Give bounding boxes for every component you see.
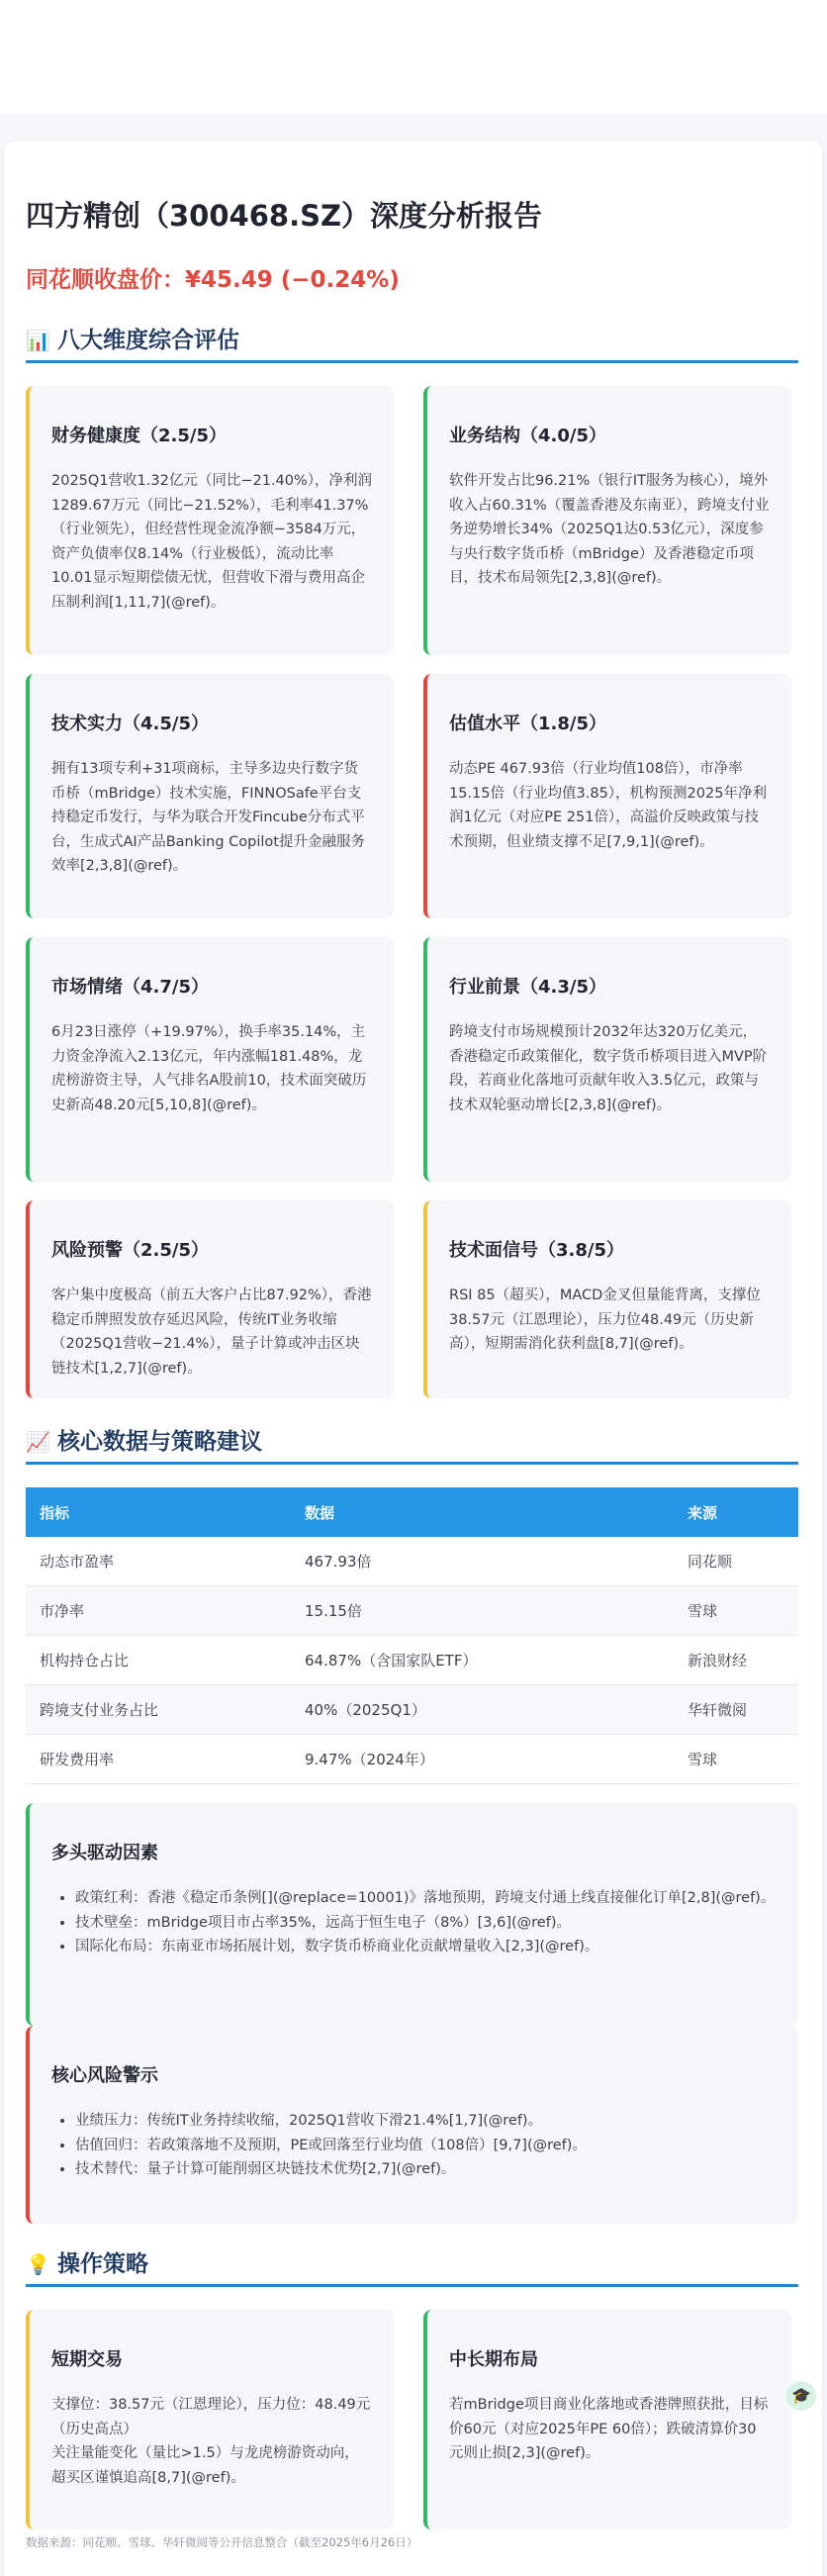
table-row [26, 1636, 798, 1685]
section-title-text: 操作策略 [57, 2251, 148, 2277]
card-body: 支撑位：38.57元（江恩理论），压力位：48.49元（历史高点） [51, 2397, 371, 2437]
card-title: 风险预警（2.5/5） [51, 1240, 209, 1261]
card-title: 财务健康度（2.5/5） [51, 426, 227, 446]
bar-chart-icon: 📊 [26, 329, 50, 352]
table-cell: 华轩微阅 [674, 1685, 798, 1735]
card-technical-signal [423, 1200, 791, 1398]
section-divider [26, 360, 798, 363]
risk-list [51, 2109, 777, 2182]
card-body: 拥有13项专利+31项商标，主导多边央行数字货币桥（mBridge）技术实施，FINNOSafe平台支持稳定币发行，与华为联合开发Fincube分布式平台，生成式AI产品Banking Copilot提升金融服务效率[2,3,8](@ref)。 [51, 761, 365, 874]
card-core-risks [26, 2026, 798, 2224]
card-title: 技术面信号（3.8/5） [449, 1240, 624, 1261]
list-item: • 国际化布局：东南亚市场拓展计划，数字货币桥商业化贡献增量收入[2,3](@ref)。 [75, 1935, 777, 1959]
list-item: • 估值回归：若政策落地不及预期，PE或回落至行业均值（108倍）[9,7](@ref)。 [75, 2134, 777, 2158]
card-title: 技术实力（4.5/5） [51, 714, 209, 734]
table-cell: 15.15倍 [291, 1586, 674, 1636]
card-body: 2025Q1营收1.32亿元（同比−21.40%），净利润1289.67万元（同比−21.52%），毛利率41.37%（行业领先），但经营性现金流净额−3584万元，资产负债率仅8.14%（行业极低），流动比率10.01显示短期偿债无忧，但营收下滑与费用高企压制利润[1,11,7](@ref)。 [51, 473, 373, 611]
list-item: • 技术替代：量子计算可能削弱区块链技术优势[2,7](@ref)。 [75, 2157, 777, 2182]
table-cell: 467.93倍 [291, 1537, 674, 1586]
section-divider [26, 2284, 798, 2287]
driver-list [51, 1886, 777, 1959]
page-title: 四方精创（300468.SZ）深度分析报告 [26, 199, 543, 233]
section-title-text: 核心数据与策略建议 [57, 1429, 262, 1455]
section-title-data [26, 1423, 262, 1456]
table-cell: 研发费用率 [26, 1735, 291, 1784]
data-source-footer: 数据来源：同花顺、雪球、华轩微阅等公开信息整合（截至2025年6月26日） [26, 2535, 418, 2549]
section-title-text: 八大维度综合评估 [57, 328, 239, 353]
section-divider [26, 1462, 798, 1465]
lightbulb-icon: 💡 [26, 2252, 50, 2276]
card-body: 关注量能变化（量比>1.5）与龙虎榜游资动向，超买区谨慎追高[8,7](@ref)。 [51, 2445, 359, 2486]
table-header: 指标 [26, 1487, 291, 1537]
card-financial-health [26, 386, 394, 655]
table-row [26, 1735, 798, 1784]
card-title: 核心风险警示 [51, 2065, 158, 2086]
list-item: • 技术壁垒：mBridge项目市占率35%，远高于恒生电子（8%）[3,6](@ref)。 [75, 1911, 777, 1936]
card-body: 动态PE 467.93倍（行业均值108倍），市净率15.15倍（行业均值3.85），机构预测2025年净利润1亿元（对应PE 251倍），高溢价反映政策与技术预期，但业绩支撑不足[7,9,1](@ref)。 [449, 761, 767, 850]
card-business-structure [423, 386, 791, 655]
table-cell: 机构持仓占比 [26, 1636, 291, 1685]
card-title: 业务结构（4.0/5） [449, 426, 606, 446]
table-cell: 跨境支付业务占比 [26, 1685, 291, 1735]
table-cell: 雪球 [674, 1735, 798, 1784]
card-body: 若mBridge项目商业化落地或香港牌照获批，目标价60元（对应2025年PE 60倍）；跌破清算价30元则止损[2,3](@ref)。 [449, 2397, 769, 2461]
card-body: 跨境支付市场规模预计2032年达320万亿美元，香港稳定币政策催化，数字货币桥项目进入MVP阶段，若商业化落地可贡献年收入3.5亿元，政策与技术双轮驱动增长[2,3,8](@ref)。 [449, 1024, 768, 1113]
core-data-table [26, 1487, 798, 1784]
table-cell: 雪球 [674, 1586, 798, 1636]
table-cell: 同花顺 [674, 1537, 798, 1586]
card-long-term [423, 2310, 791, 2529]
card-title: 行业前景（4.3/5） [449, 977, 606, 998]
top-bar [0, 0, 827, 114]
table-cell: 40%（2025Q1） [291, 1685, 674, 1735]
table-header: 数据 [291, 1487, 674, 1537]
card-bull-drivers [26, 1803, 798, 2026]
section-title-eval [26, 322, 239, 354]
card-tech-strength [26, 674, 394, 918]
section-title-ops [26, 2245, 148, 2278]
table-cell: 新浪财经 [674, 1636, 798, 1685]
list-item: • 业绩压力：传统IT业务持续收缩，2025Q1营收下滑21.4%[1,7](@ref)。 [75, 2109, 777, 2134]
graduation-cap-icon[interactable]: 🎓 [786, 2381, 816, 2411]
card-industry-outlook [423, 937, 791, 1182]
card-risk-warning [26, 1200, 394, 1398]
card-title: 多头驱动因素 [51, 1843, 158, 1863]
card-title: 估值水平（1.8/5） [449, 714, 606, 734]
closing-price: 同花顺收盘价：¥45.49 (−0.24%) [26, 267, 400, 293]
card-body: RSI 85（超买），MACD金叉但量能背离，支撑位38.57元（江恩理论），压力位48.49元（历史新高），短期需消化获利盘[8,7](@ref)。 [449, 1288, 761, 1352]
list-item: • 政策红利：香港《稳定币条例[](@replace=10001)》落地预期，跨境支付通上线直接催化订单[2,8](@ref)。 [75, 1886, 777, 1911]
table-header-row [26, 1487, 798, 1537]
table-header: 来源 [674, 1487, 798, 1537]
card-title: 短期交易 [51, 2349, 123, 2370]
card-body: 软件开发占比96.21%（银行IT服务为核心），境外收入占60.31%（覆盖香港及东南亚），跨境支付业务逆势增长34%（2025Q1达0.53亿元），深度参与央行数字货币桥（mBridge）及香港稳定币项目，技术布局领先[2,3,8](@ref)。 [449, 473, 770, 586]
card-body: 6月23日涨停（+19.97%），换手率35.14%，主力资金净流入2.13亿元，年内涨幅181.48%，龙虎榜游资主导，人气排名A股前10，技术面突破历史新高48.20元[5,10,8](@ref)。 [51, 1024, 367, 1113]
trend-chart-icon: 📈 [26, 1430, 50, 1454]
table-cell: 市净率 [26, 1586, 291, 1636]
card-title: 中长期布局 [449, 2349, 538, 2370]
table-cell: 64.87%（含国家队ETF） [291, 1636, 674, 1685]
card-valuation [423, 674, 791, 918]
card-body: 客户集中度极高（前五大客户占比87.92%），香港稳定币牌照发放存延迟风险，传统IT业务收缩（2025Q1营收−21.4%），量子计算或冲击区块链技术[1,2,7](@ref)。 [51, 1288, 372, 1377]
table-row [26, 1537, 798, 1586]
card-short-term [26, 2310, 394, 2529]
card-title: 市场情绪（4.7/5） [51, 977, 209, 998]
table-row [26, 1586, 798, 1636]
card-market-sentiment [26, 937, 394, 1182]
table-cell: 动态市盈率 [26, 1537, 291, 1586]
table-cell: 9.47%（2024年） [291, 1735, 674, 1784]
table-row [26, 1685, 798, 1735]
